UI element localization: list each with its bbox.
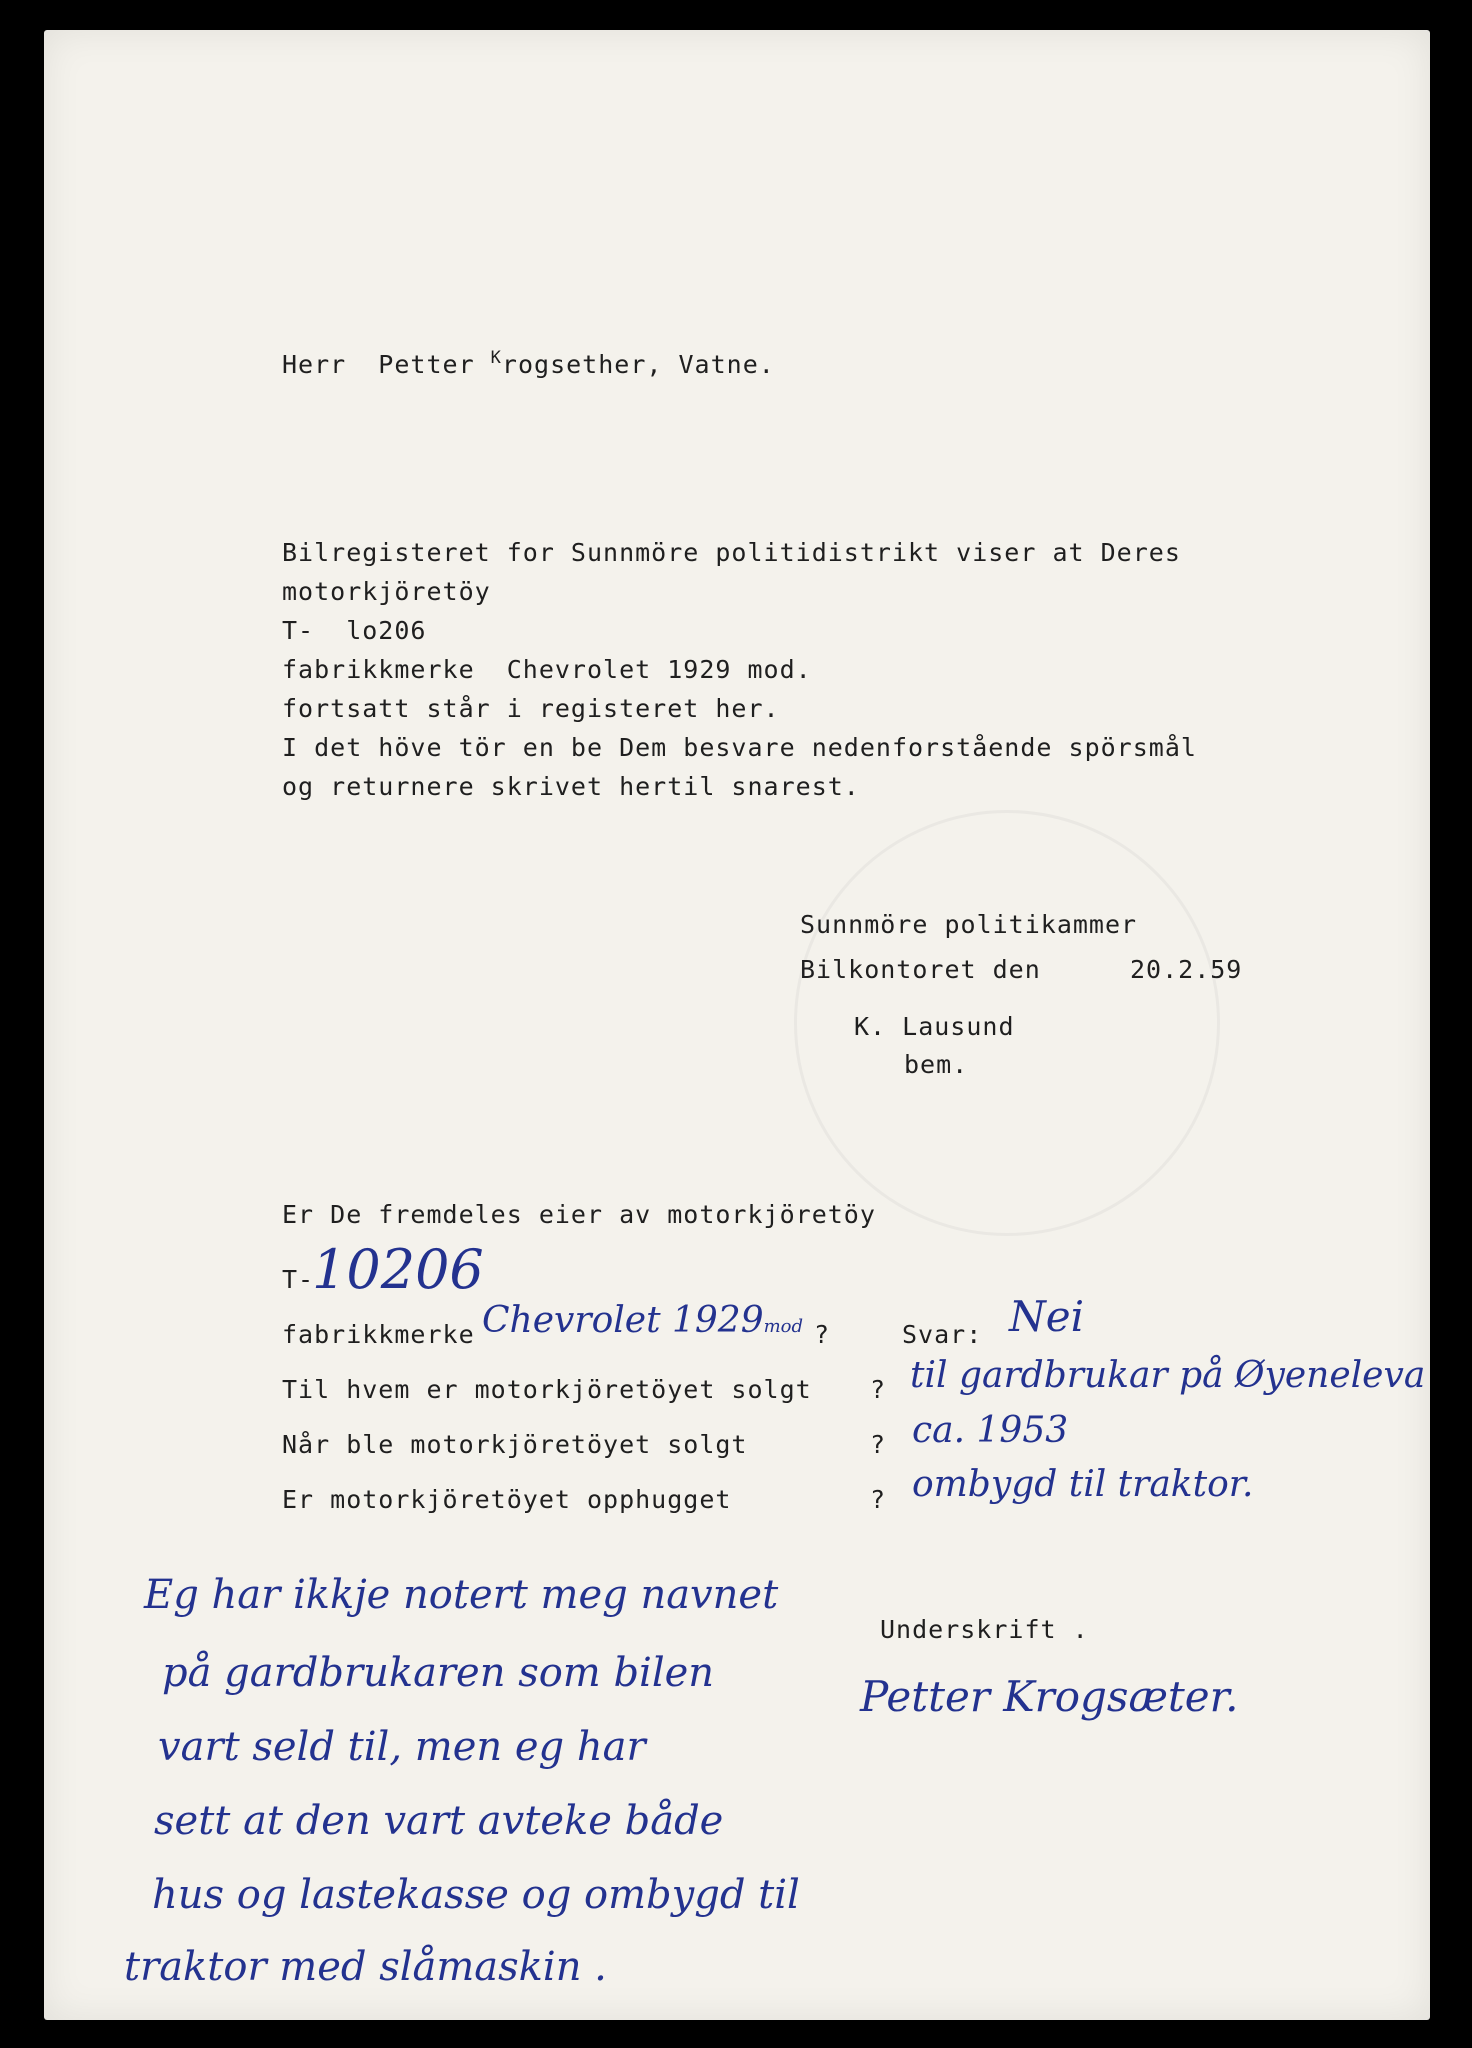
letter-page: [44, 30, 1430, 2020]
body-line-2: motorkjöretöy: [282, 577, 491, 606]
reg-prefix: T-: [282, 1265, 315, 1294]
reg-number-handwritten: 10206: [312, 1238, 484, 1301]
scrapped-handwritten: ombygd til traktor.: [912, 1464, 1254, 1505]
question-when: Når ble motorkjöretöyet solgt: [282, 1430, 748, 1459]
question-scrapped: Er motorkjöretöyet opphugget: [282, 1485, 732, 1514]
official-title: bem.: [904, 1050, 969, 1079]
answer-label: Svar:: [902, 1320, 983, 1349]
when-handwritten: ca. 1953: [912, 1410, 1069, 1451]
question-mark-2: ?: [870, 1375, 887, 1404]
note-line-1: Eg har ikkje notert meg navnet: [144, 1572, 779, 1618]
body-line-7: og returnere skrivet hertil snarest.: [282, 772, 860, 801]
to-whom-handwritten: til gardbrukar på Øyeneleva: [910, 1355, 1426, 1396]
question-to-whom: Til hvem er motorkjöretöyet solgt: [282, 1375, 812, 1404]
answer-handwritten: Nei: [1009, 1292, 1085, 1341]
signature-label: Underskrift .: [880, 1615, 1089, 1644]
make-label: fabrikkmerke: [282, 1320, 475, 1349]
note-line-4: sett at den vart avteke både: [154, 1798, 724, 1844]
question-mark-3: ?: [870, 1430, 887, 1459]
official-name: K. Lausund: [854, 1012, 1015, 1041]
body-line-1: Bilregisteret for Sunnmöre politidistrikt viser at Deres: [282, 538, 1181, 567]
office-name: Sunnmöre politikammer: [800, 910, 1138, 939]
question-owner: Er De fremdeles eier av motorkjöretöy: [282, 1200, 876, 1229]
note-line-5: hus og lastekasse og ombygd til: [152, 1872, 800, 1918]
body-line-4: fabrikkmerke Chevrolet 1929 mod.: [282, 655, 812, 684]
note-line-6: traktor med slåmaskin .: [124, 1944, 607, 1990]
note-line-3: vart seld til, men eg har: [158, 1724, 646, 1770]
body-line-3: T- lo206: [282, 616, 427, 645]
letter-date: 20.2.59: [1130, 955, 1243, 984]
body-line-5: fortsatt står i registeret her.: [282, 694, 780, 723]
office-dept: Bilkontoret den: [800, 955, 1041, 984]
note-line-2: på gardbrukaren som bilen: [162, 1650, 715, 1696]
body-line-6: I det höve tör en be Dem besvare nedenforstående spörsmål: [282, 733, 1197, 762]
handwritten-signature: Petter Krogsæter.: [860, 1672, 1239, 1721]
make-handwritten: Chevrolet 1929mod: [482, 1300, 804, 1341]
addressee-line: Herr Petter $^K$rogsether, Vatne.: [282, 348, 775, 379]
make-question-mark: ?: [814, 1320, 831, 1349]
question-mark-4: ?: [870, 1485, 887, 1514]
